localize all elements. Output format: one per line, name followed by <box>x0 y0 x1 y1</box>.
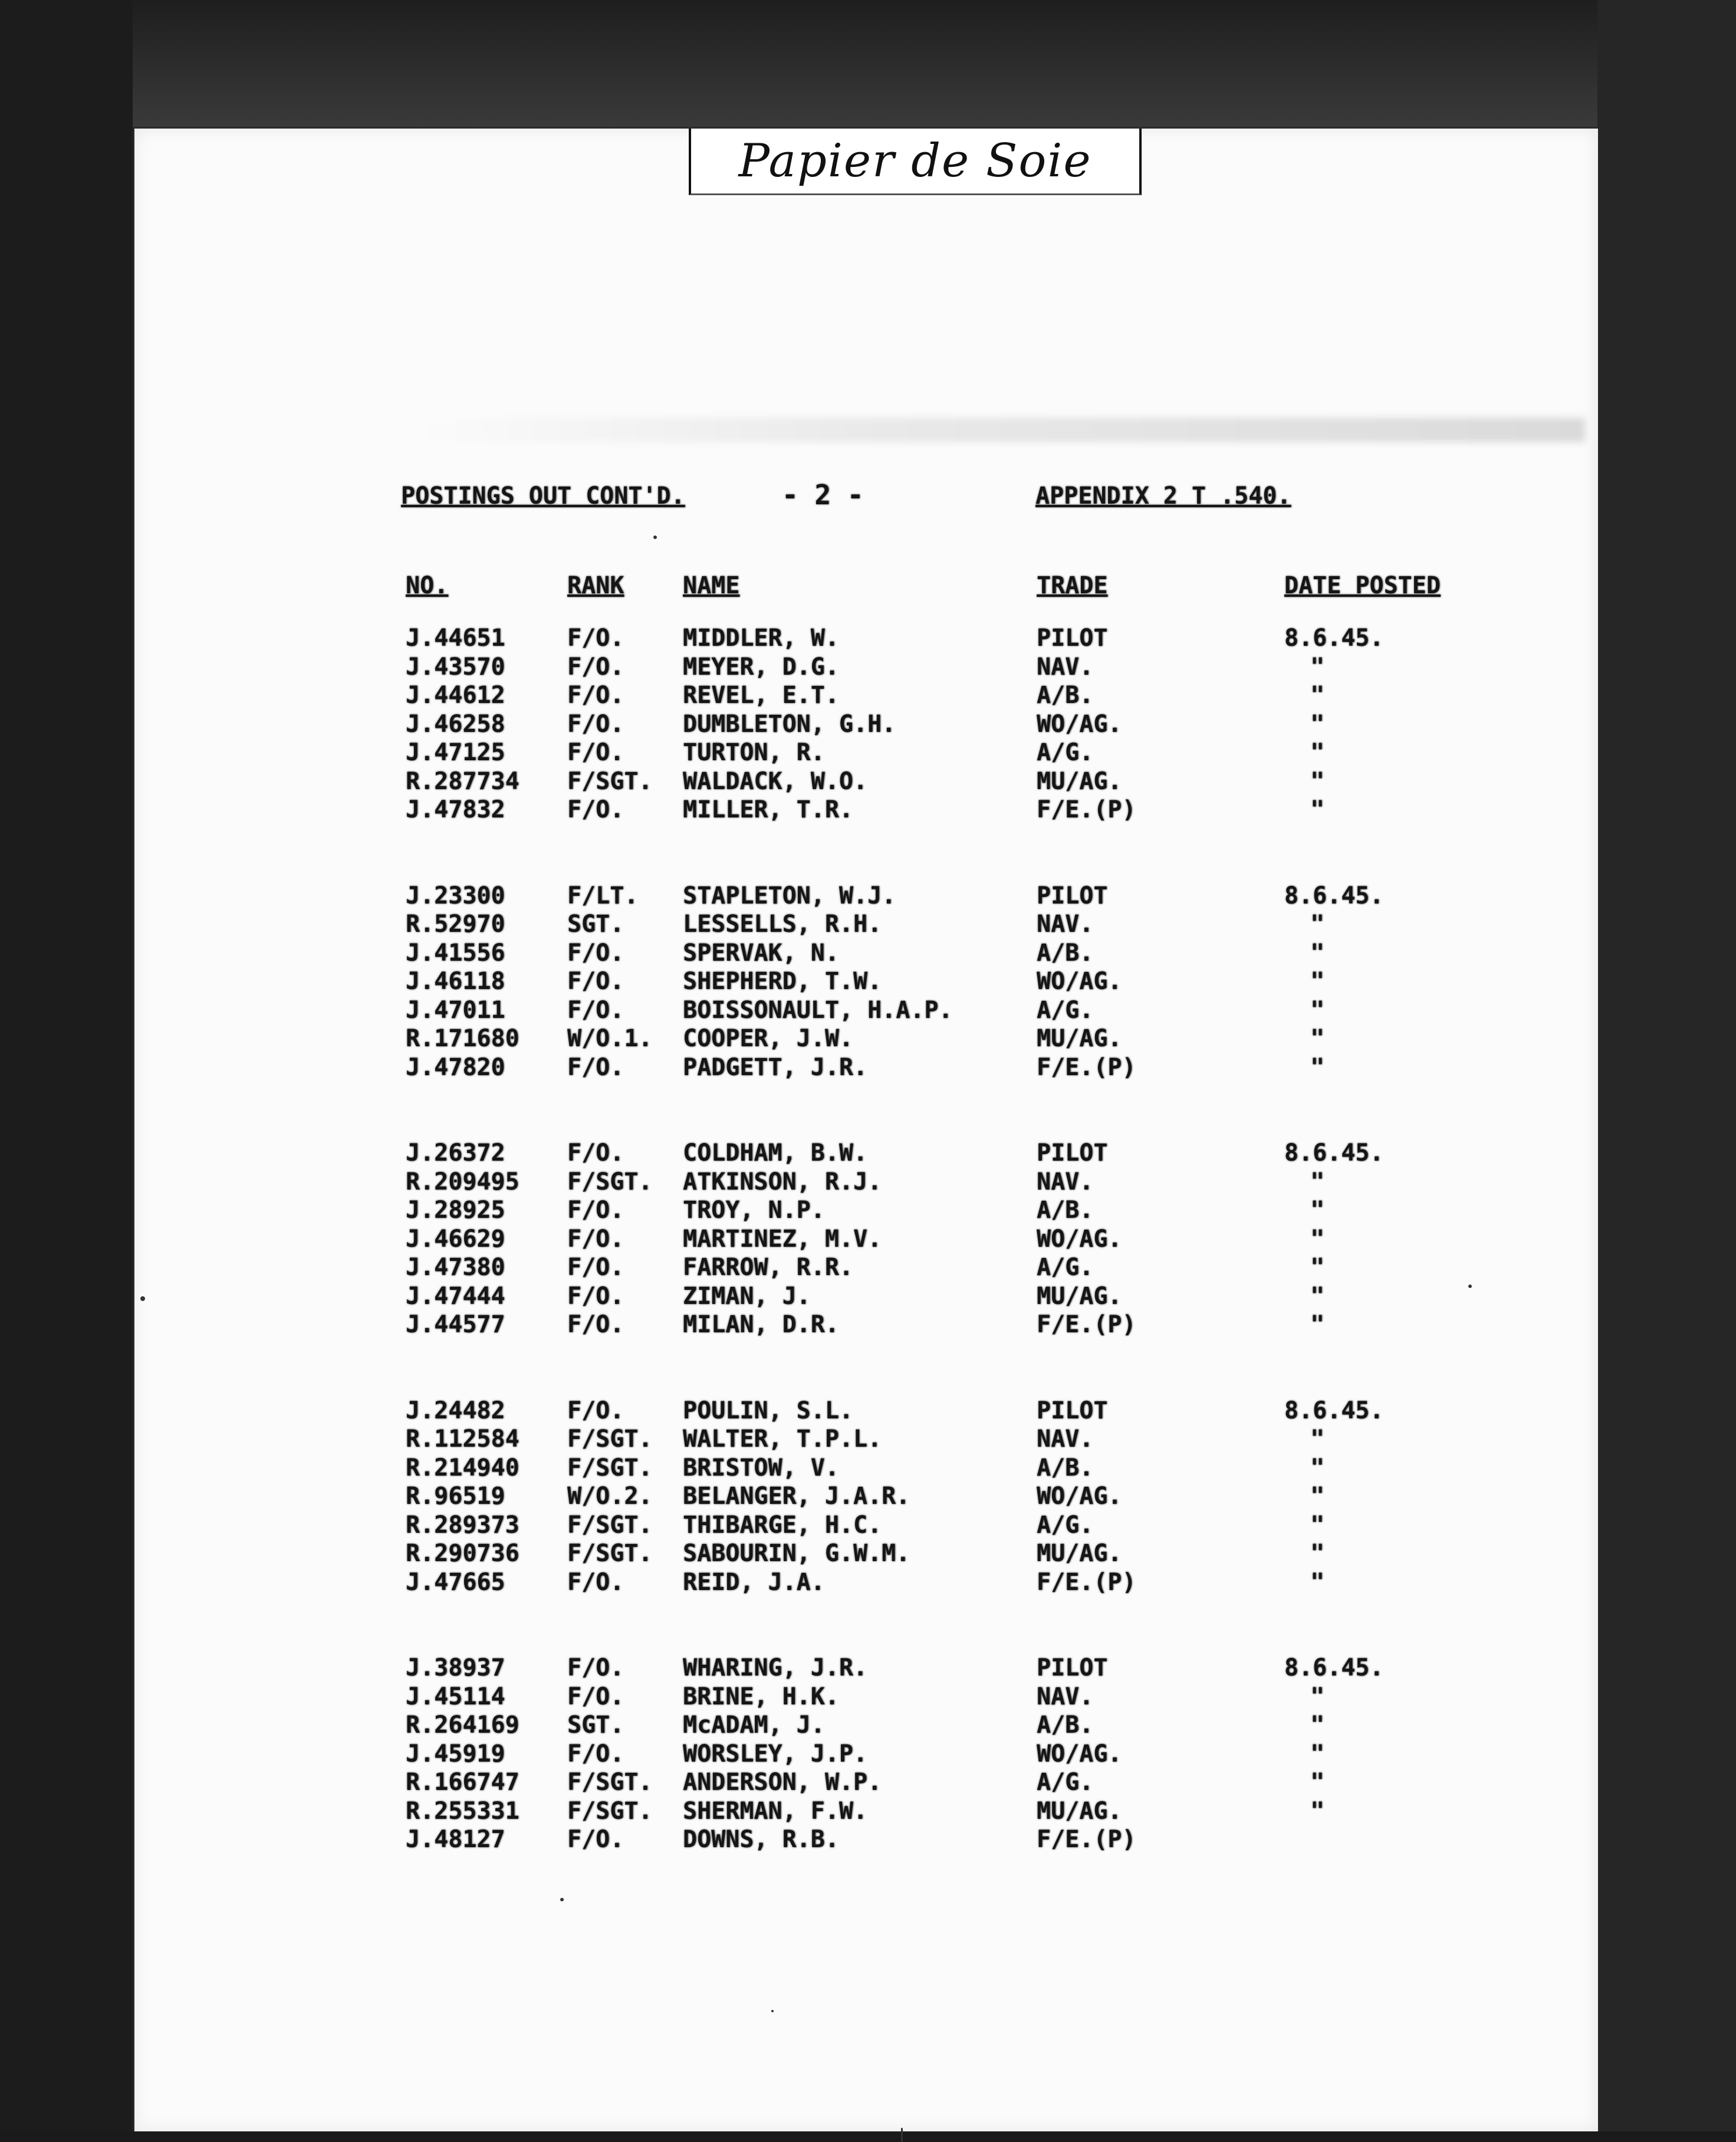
date-posted-cell: " <box>1310 1025 1325 1052</box>
date-posted-cell: " <box>1310 710 1325 738</box>
trade-cell: A/G. <box>1037 739 1094 766</box>
column-header-name: NAME <box>683 572 740 599</box>
rank-cell: F/O. <box>567 1683 624 1710</box>
trade-cell: MU/AG. <box>1037 1025 1122 1052</box>
person-name-cell: ATKINSON, R.J. <box>683 1168 882 1195</box>
person-name-cell: SHERMAN, F.W. <box>683 1797 868 1825</box>
rank-cell: F/SGT. <box>567 767 653 795</box>
trade-cell: PILOT <box>1037 625 1108 652</box>
rank-cell: F/SGT. <box>567 1797 653 1825</box>
page-number: - 2 - <box>782 479 864 511</box>
trade-cell: WO/AG. <box>1037 968 1122 995</box>
trade-cell: WO/AG. <box>1037 1740 1122 1768</box>
service-number-cell: J.46118 <box>406 968 505 995</box>
trade-cell: F/E.(P) <box>1037 1568 1136 1596</box>
table-row <box>134 1196 1598 1224</box>
table-row <box>134 1482 1598 1510</box>
rank-cell: F/SGT. <box>567 1769 653 1796</box>
rank-cell: F/O. <box>567 710 624 738</box>
handwritten-label <box>689 129 1142 195</box>
person-name-cell: TURTON, R. <box>683 739 825 766</box>
date-posted-cell: " <box>1310 1568 1325 1596</box>
table-row <box>134 882 1598 910</box>
rank-cell: F/SGT. <box>567 1540 653 1567</box>
date-posted-cell: " <box>1310 1683 1325 1710</box>
person-name-cell: MILLER, T.R. <box>683 796 853 823</box>
person-name-cell: STAPLETON, W.J. <box>683 882 896 909</box>
rank-cell: F/O. <box>567 1197 624 1224</box>
date-posted-cell: " <box>1310 1225 1325 1253</box>
table-row <box>134 1168 1598 1196</box>
table-row <box>134 1683 1598 1711</box>
scanner-frame-left <box>0 0 133 2142</box>
date-posted-cell: " <box>1310 1282 1325 1310</box>
rank-cell: F/SGT. <box>567 1168 653 1195</box>
date-posted-cell: " <box>1310 939 1325 967</box>
service-number-cell: J.47665 <box>406 1568 505 1596</box>
date-posted-cell: " <box>1310 1053 1325 1081</box>
table-row <box>134 1711 1598 1739</box>
date-posted-cell: " <box>1310 1454 1325 1481</box>
service-number-cell: J.26372 <box>406 1139 505 1167</box>
table-row <box>134 1740 1598 1768</box>
trade-cell: A/B. <box>1037 939 1094 967</box>
trade-cell: A/G. <box>1037 1769 1094 1796</box>
person-name-cell: MARTINEZ, M.V. <box>683 1225 882 1253</box>
trade-cell: PILOT <box>1037 1139 1108 1167</box>
person-name-cell: WORSLEY, J.P. <box>683 1740 868 1768</box>
date-posted-cell: 8.6.45. <box>1284 625 1384 652</box>
service-number-cell: R.166747 <box>406 1769 520 1796</box>
column-header-trade: TRADE <box>1037 572 1108 599</box>
table-row <box>134 1797 1598 1825</box>
service-number-cell: J.47125 <box>406 739 505 766</box>
person-name-cell: WALDACK, W.O. <box>683 767 868 795</box>
trade-cell: F/E.(P) <box>1037 1311 1136 1338</box>
trade-cell: PILOT <box>1037 1654 1108 1681</box>
person-name-cell: MILAN, D.R. <box>683 1311 839 1338</box>
service-number-cell: J.47832 <box>406 796 505 823</box>
service-number-cell: J.47011 <box>406 996 505 1024</box>
service-number-cell: J.48127 <box>406 1826 505 1853</box>
date-posted-cell: 8.6.45. <box>1284 1397 1384 1424</box>
column-header-rank: RANK <box>567 572 624 599</box>
service-number-cell: J.47444 <box>406 1282 505 1310</box>
rank-cell: F/O. <box>567 796 624 823</box>
scanner-frame-bottom <box>0 2131 1736 2142</box>
person-name-cell: WALTER, T.P.L. <box>683 1425 882 1453</box>
section-heading: POSTINGS OUT CONT'D. <box>401 482 685 510</box>
trade-cell: PILOT <box>1037 882 1108 909</box>
date-posted-cell: " <box>1310 1797 1325 1825</box>
person-name-cell: WHARING, J.R. <box>683 1654 868 1681</box>
trade-cell: NAV. <box>1037 1683 1094 1710</box>
rank-cell: F/O. <box>567 1282 624 1310</box>
service-number-cell: R.214940 <box>406 1454 520 1481</box>
trade-cell: PILOT <box>1037 1397 1108 1424</box>
rank-cell: F/SGT. <box>567 1511 653 1539</box>
column-header-date-posted: DATE POSTED <box>1284 572 1441 599</box>
date-posted-cell: 8.6.45. <box>1284 882 1384 909</box>
trade-cell: A/B. <box>1037 1197 1094 1224</box>
person-name-cell: SABOURIN, G.W.M. <box>683 1540 910 1567</box>
trade-cell: MU/AG. <box>1037 1797 1122 1825</box>
person-name-cell: DUMBLETON, G.H. <box>683 710 896 738</box>
rank-cell: F/SGT. <box>567 1425 653 1453</box>
scan-speck <box>1468 1284 1472 1288</box>
service-number-cell: R.52970 <box>406 911 505 938</box>
rank-cell: F/O. <box>567 1225 624 1253</box>
scan-shadow-band <box>417 418 1585 442</box>
person-name-cell: REID, J.A. <box>683 1568 825 1596</box>
date-posted-cell: " <box>1310 1483 1325 1510</box>
table-row <box>134 624 1598 652</box>
person-name-cell: McADAM, J. <box>683 1711 825 1739</box>
person-name-cell: SPERVAK, N. <box>683 939 839 967</box>
person-name-cell: COLDHAM, B.W. <box>683 1139 868 1167</box>
column-header-no: NO. <box>406 572 449 599</box>
trade-cell: A/G. <box>1037 1511 1094 1539</box>
date-posted-cell: 8.6.45. <box>1284 1139 1384 1167</box>
table-row <box>134 653 1598 681</box>
trade-cell: F/E.(P) <box>1037 1826 1136 1853</box>
service-number-cell: R.290736 <box>406 1540 520 1567</box>
date-posted-cell: " <box>1310 1769 1325 1796</box>
person-name-cell: THIBARGE, H.C. <box>683 1511 882 1539</box>
service-number-cell: J.44577 <box>406 1311 505 1338</box>
service-number-cell: J.46629 <box>406 1225 505 1253</box>
date-posted-cell: " <box>1310 1511 1325 1539</box>
rank-cell: F/O. <box>567 1654 624 1681</box>
person-name-cell: MIDDLER, W. <box>683 625 839 652</box>
rank-cell: F/O. <box>567 1740 624 1768</box>
trade-cell: NAV. <box>1037 1168 1094 1195</box>
person-name-cell: FARROW, R.R. <box>683 1254 853 1281</box>
scan-speck <box>901 2128 903 2142</box>
person-name-cell: ZIMAN, J. <box>683 1282 811 1310</box>
person-name-cell: LESSELLS, R.H. <box>683 911 882 938</box>
rank-cell: SGT. <box>567 1711 624 1739</box>
rank-cell: F/O. <box>567 653 624 681</box>
table-row <box>134 1053 1598 1082</box>
trade-cell: MU/AG. <box>1037 1540 1122 1567</box>
rank-cell: SGT. <box>567 911 624 938</box>
rank-cell: F/O. <box>567 739 624 766</box>
service-number-cell: J.41556 <box>406 939 505 967</box>
service-number-cell: J.47380 <box>406 1254 505 1281</box>
rank-cell: F/SGT. <box>567 1454 653 1481</box>
person-name-cell: SHEPHERD, T.W. <box>683 968 882 995</box>
rank-cell: F/O. <box>567 1568 624 1596</box>
person-name-cell: BRISTOW, V. <box>683 1454 839 1481</box>
table-row <box>134 1539 1598 1568</box>
person-name-cell: REVEL, E.T. <box>683 682 839 709</box>
date-posted-cell: " <box>1310 682 1325 709</box>
person-name-cell: TROY, N.P. <box>683 1197 825 1224</box>
table-row <box>134 1310 1598 1339</box>
trade-cell: A/B. <box>1037 1454 1094 1481</box>
service-number-cell: R.112584 <box>406 1425 520 1453</box>
date-posted-cell: " <box>1310 1540 1325 1567</box>
table-row <box>134 1568 1598 1596</box>
rank-cell: F/O. <box>567 1826 624 1853</box>
trade-cell: WO/AG. <box>1037 1225 1122 1253</box>
table-row <box>134 796 1598 824</box>
date-posted-cell: " <box>1310 796 1325 823</box>
person-name-cell: DOWNS, R.B. <box>683 1826 839 1853</box>
scanner-frame-top <box>0 0 1736 127</box>
date-posted-cell: " <box>1310 739 1325 766</box>
table-row <box>134 1825 1598 1854</box>
date-posted-cell: " <box>1310 1711 1325 1739</box>
rank-cell: F/O. <box>567 1139 624 1167</box>
trade-cell: F/E.(P) <box>1037 1053 1136 1081</box>
person-name-cell: POULIN, S.L. <box>683 1397 853 1424</box>
trade-cell: F/E.(P) <box>1037 796 1136 823</box>
service-number-cell: J.45114 <box>406 1683 505 1710</box>
person-name-cell: COOPER, J.W. <box>683 1025 853 1052</box>
rank-cell: F/O. <box>567 1053 624 1081</box>
scan-speck <box>653 536 657 539</box>
date-posted-cell: " <box>1310 767 1325 795</box>
date-posted-cell: " <box>1310 1168 1325 1195</box>
service-number-cell: R.209495 <box>406 1168 520 1195</box>
service-number-cell: R.289373 <box>406 1511 520 1539</box>
document-sheet <box>134 129 1598 2131</box>
rank-cell: F/O. <box>567 968 624 995</box>
table-row <box>134 1139 1598 1167</box>
person-name-cell: PADGETT, J.R. <box>683 1053 868 1081</box>
service-number-cell: J.28925 <box>406 1197 505 1224</box>
service-number-cell: J.43570 <box>406 653 505 681</box>
table-row <box>134 738 1598 767</box>
scanner-frame-right <box>1597 0 1736 2142</box>
trade-cell: WO/AG. <box>1037 710 1122 738</box>
person-name-cell: ANDERSON, W.P. <box>683 1769 882 1796</box>
person-name-cell: BOISSONAULT, H.A.P. <box>683 996 953 1024</box>
trade-cell: MU/AG. <box>1037 767 1122 795</box>
service-number-cell: J.46258 <box>406 710 505 738</box>
trade-cell: MU/AG. <box>1037 1282 1122 1310</box>
date-posted-cell: " <box>1310 911 1325 938</box>
date-posted-cell: " <box>1310 968 1325 995</box>
service-number-cell: R.96519 <box>406 1483 505 1510</box>
rank-cell: F/O. <box>567 1397 624 1424</box>
table-row <box>134 1397 1598 1425</box>
table-row <box>134 1282 1598 1310</box>
trade-cell: NAV. <box>1037 1425 1094 1453</box>
service-number-cell: J.38937 <box>406 1654 505 1681</box>
scan-speck <box>140 1296 145 1301</box>
service-number-cell: R.171680 <box>406 1025 520 1052</box>
trade-cell: A/B. <box>1037 682 1094 709</box>
rank-cell: W/O.1. <box>567 1025 653 1052</box>
date-posted-cell: " <box>1310 1197 1325 1224</box>
table-row <box>134 1654 1598 1682</box>
rank-cell: F/O. <box>567 939 624 967</box>
service-number-cell: J.45919 <box>406 1740 505 1768</box>
date-posted-cell: " <box>1310 1425 1325 1453</box>
table-row <box>134 1024 1598 1053</box>
person-name-cell: MEYER, D.G. <box>683 653 839 681</box>
rank-cell: W/O.2. <box>567 1483 653 1510</box>
date-posted-cell: " <box>1310 653 1325 681</box>
date-posted-cell: " <box>1310 1254 1325 1281</box>
person-name-cell: BELANGER, J.A.R. <box>683 1483 910 1510</box>
trade-cell: A/G. <box>1037 996 1094 1024</box>
trade-cell: A/B. <box>1037 1711 1094 1739</box>
service-number-cell: R.287734 <box>406 767 520 795</box>
trade-cell: A/G. <box>1037 1254 1094 1281</box>
service-number-cell: J.24482 <box>406 1397 505 1424</box>
table-row <box>134 910 1598 938</box>
scan-speck <box>560 1898 564 1901</box>
trade-cell: NAV. <box>1037 911 1094 938</box>
trade-cell: NAV. <box>1037 653 1094 681</box>
rank-cell: F/O. <box>567 682 624 709</box>
table-row <box>134 1511 1598 1539</box>
table-row <box>134 681 1598 709</box>
table-row <box>134 710 1598 738</box>
scan-speck <box>771 2010 774 2012</box>
date-posted-cell: " <box>1310 1311 1325 1338</box>
service-number-cell: J.47820 <box>406 1053 505 1081</box>
date-posted-cell: " <box>1310 996 1325 1024</box>
table-row <box>134 767 1598 796</box>
table-row <box>134 1425 1598 1453</box>
table-row <box>134 1253 1598 1282</box>
table-row <box>134 1454 1598 1482</box>
service-number-cell: J.23300 <box>406 882 505 909</box>
date-posted-cell: " <box>1310 1740 1325 1768</box>
service-number-cell: J.44612 <box>406 682 505 709</box>
rank-cell: F/O. <box>567 1254 624 1281</box>
person-name-cell: BRINE, H.K. <box>683 1683 839 1710</box>
appendix-reference: APPENDIX 2 T .540. <box>1035 482 1291 510</box>
service-number-cell: R.264169 <box>406 1711 520 1739</box>
table-row <box>134 939 1598 967</box>
rank-cell: F/O. <box>567 625 624 652</box>
service-number-cell: R.255331 <box>406 1797 520 1825</box>
table-row <box>134 1225 1598 1253</box>
handwritten-label-text: Papier de Soie <box>738 134 1092 188</box>
rank-cell: F/O. <box>567 996 624 1024</box>
table-row <box>134 996 1598 1024</box>
table-row <box>134 967 1598 996</box>
trade-cell: WO/AG. <box>1037 1483 1122 1510</box>
date-posted-cell: 8.6.45. <box>1284 1654 1384 1681</box>
table-row <box>134 1768 1598 1796</box>
rank-cell: F/O. <box>567 1311 624 1338</box>
service-number-cell: J.44651 <box>406 625 505 652</box>
rank-cell: F/LT. <box>567 882 639 909</box>
